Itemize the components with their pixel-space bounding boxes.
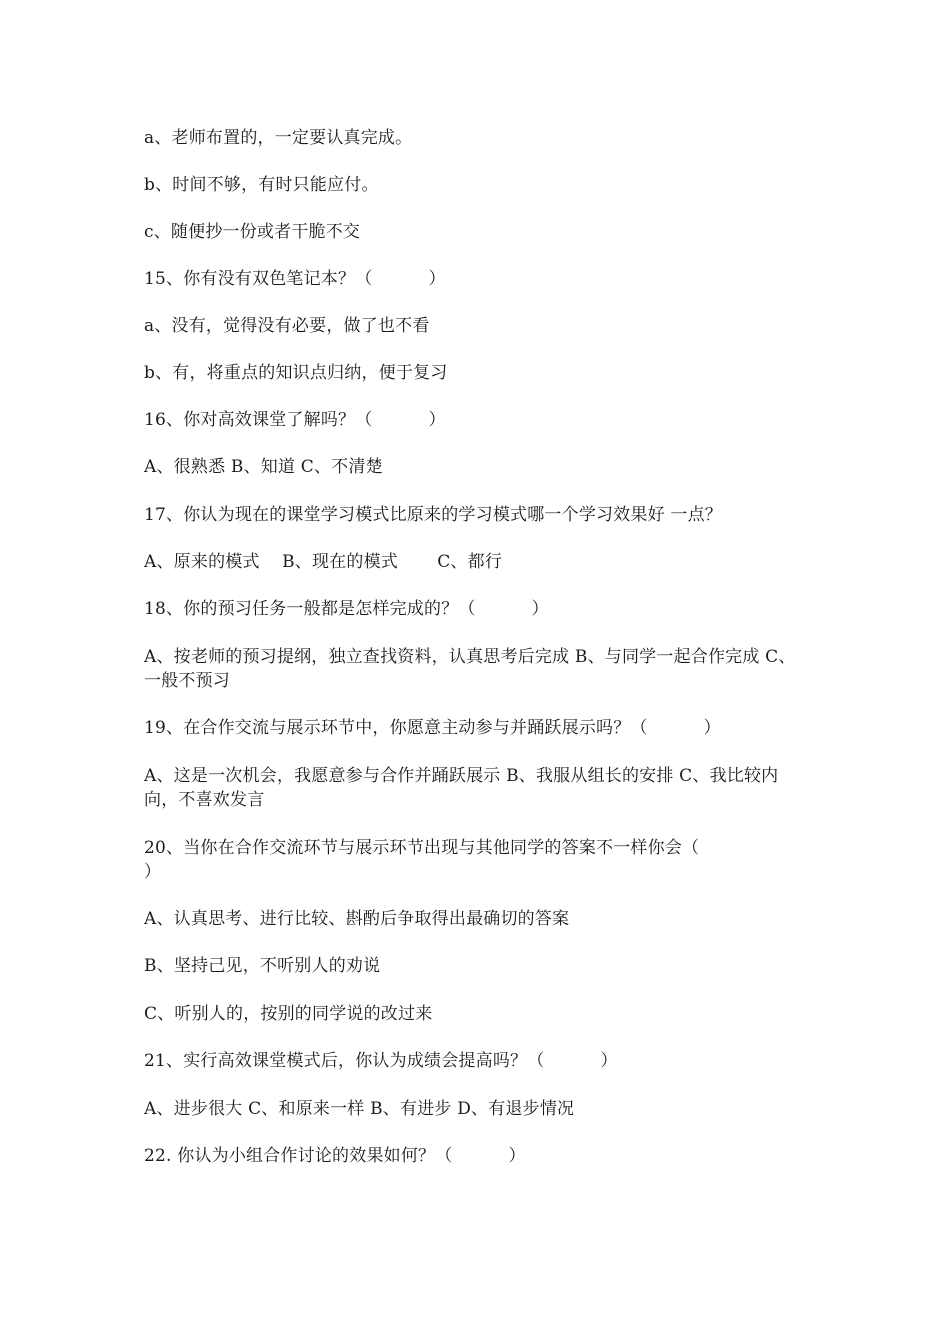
option-line: a、没有，觉得没有必要，做了也不看	[144, 316, 430, 336]
option-line: A、很熟悉 B、知道 C、不清楚	[144, 457, 383, 477]
option-line: A、原来的模式 B、现在的模式 C、都行	[144, 552, 503, 572]
question-18: 18、你的预习任务一般都是怎样完成的？（ ）	[144, 599, 549, 619]
question-20: 20、当你在合作交流环节与展示环节出现与其他同学的答案不一样你会（ ）	[144, 838, 756, 882]
question-22: 22. 你认为小组合作讨论的效果如何？（ ）	[144, 1146, 526, 1166]
option-line: A、进步很大 C、和原来一样 B、有进步 D、有退步情况	[144, 1099, 575, 1119]
option-line: c、随便抄一份或者干脆不交	[144, 222, 361, 242]
question-17: 17、你认为现在的课堂学习模式比原来的学习模式哪一个学习效果好 一点？	[144, 505, 723, 525]
option-line: a、老师布置的，一定要认真完成。	[144, 128, 413, 148]
question-16: 16、你对高效课堂了解吗？（ ）	[144, 410, 446, 430]
option-line: C、听别人的，按别的同学说的改过来	[144, 1004, 433, 1024]
option-line: A、按老师的预习提纲，独立查找资料，认真思考后完成 B、与同学一起合作完成 C、一般不预习	[144, 647, 796, 691]
question-15: 15、你有没有双色笔记本？（ ）	[144, 269, 446, 289]
option-line: B、坚持己见，不听别人的劝说	[144, 956, 381, 976]
question-19: 19、在合作交流与展示环节中，你愿意主动参与并踊跃展示吗？（ ）	[144, 718, 721, 738]
option-line: b、有，将重点的知识点归纳，便于复习	[144, 363, 448, 383]
option-line: A、认真思考、进行比较、斟酌后争取得出最确切的答案	[144, 909, 570, 929]
option-line: b、时间不够，有时只能应付。	[144, 175, 379, 195]
option-line: A、这是一次机会，我愿意参与合作并踊跃展示 B、我服从组长的安排 C、我比较内向，不喜欢发言	[144, 766, 779, 810]
question-21: 21、实行高效课堂模式后，你认为成绩会提高吗？（ ）	[144, 1051, 618, 1071]
